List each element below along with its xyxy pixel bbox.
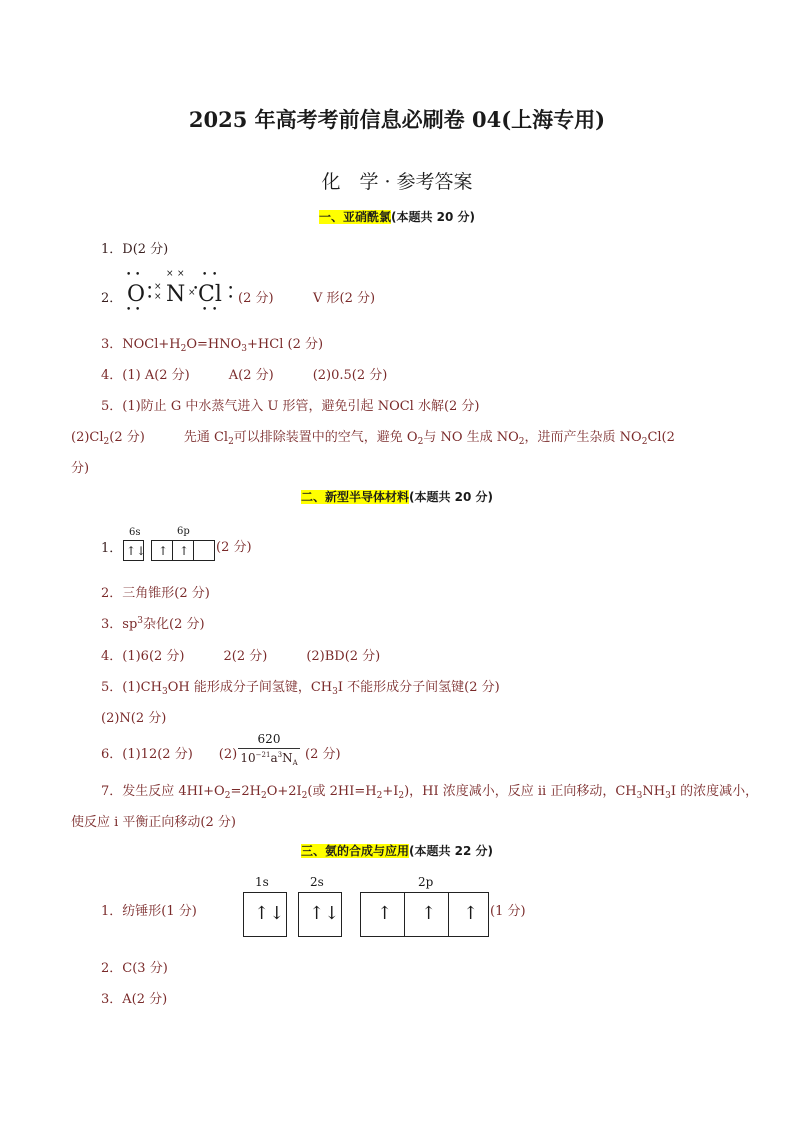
fraction-denominator [238, 751, 300, 767]
text-part: ，进而产生杂质 NO [524, 430, 642, 445]
lewis-dot: • [193, 284, 199, 294]
orbital-box-6p-2 [172, 540, 194, 561]
text-part: I 不能形成分子间氢键(2 分) [337, 680, 500, 695]
text-part: 3．NOCl+H [101, 337, 181, 352]
section-heading-points: (本题共 20 分) [390, 210, 476, 224]
s1-answer-5-part1: 5．(1)防止 G 中水蒸气进入 U 形管，避免引起 NOCl 水解(2 分) [101, 399, 480, 414]
orbital-label-2p: 2p [418, 875, 434, 889]
text-part: 杂化(2 分) [143, 617, 205, 632]
subscript: 3 [241, 344, 248, 354]
text-part: I 的浓度减小， [670, 784, 759, 799]
orbital-box-6p-3 [193, 540, 215, 561]
s2-answer-1-number: 1． [101, 541, 123, 556]
text-part: +I [382, 784, 399, 799]
s1-answer-3 [101, 333, 323, 354]
s2-answer-7-part2: 使反应 i 平衡正向移动(2 分) [71, 815, 236, 830]
section-heading-3 [0, 842, 794, 859]
orbital-label-1s: 1s [255, 875, 269, 889]
s2-answer-6-text: 6．(1)12(2 分) (2) [101, 747, 238, 762]
s1-answer-4: 4．(1) A(2 分) A(2 分) (2)0.5(2 分) [101, 368, 388, 383]
lewis-dot: • [202, 270, 208, 280]
superscript: 3 [277, 751, 283, 759]
s2-answer-5-part1 [101, 676, 500, 697]
lewis-structure-nocl [124, 269, 244, 318]
s1-answer-5-part2-cont: 分) [71, 461, 90, 476]
subscript: A [292, 759, 298, 767]
section-heading-points: (本题共 22 分) [408, 844, 494, 858]
s1-answer-2-number: 2． [101, 291, 123, 306]
electron-up-arrow: ↑ [377, 903, 393, 924]
lewis-atom-cl: Cl [198, 282, 222, 307]
superscript: 3 [137, 616, 143, 626]
section-heading-highlight: 二、新型半导体材料 [300, 490, 409, 504]
text-part: a [270, 751, 278, 765]
subscript: 3 [161, 687, 168, 697]
orbital-box-2p-1 [360, 892, 405, 937]
subscript: 2 [180, 344, 187, 354]
subscript: 2 [103, 437, 110, 447]
lewis-cross: × [154, 292, 162, 302]
text-part: (2)Cl [71, 430, 104, 445]
fraction-numerator: 620 [257, 732, 281, 746]
subscript: 2 [301, 791, 308, 801]
electron-pair-arrows: ↑↓ [309, 903, 340, 924]
s2-answer-3 [101, 613, 205, 632]
orbital-box-6p-1 [151, 540, 173, 561]
electron-up-arrow: ↑ [463, 903, 479, 924]
subscript: 2 [224, 791, 231, 801]
orbital-label-6p: 6p [177, 526, 190, 537]
text-part: 与 NO 生成 NO [423, 430, 519, 445]
lewis-dot: • [147, 293, 153, 303]
orbital-box-2p-3 [448, 892, 489, 937]
text-part: Cl(2 [647, 430, 675, 445]
orbital-box-1s [243, 892, 287, 937]
electron-up-arrow: ↑ [158, 544, 169, 558]
document-subtitle: 化 学 · 参考答案 [321, 171, 473, 193]
lewis-cross: × [166, 269, 174, 279]
s3-answer-1: 1．纺锤形(1 分) [101, 904, 197, 919]
lewis-dot: • [147, 284, 153, 294]
lewis-cross: × [154, 282, 162, 292]
text-part: O+2I [266, 784, 302, 799]
s2-answer-5-part2: (2)N(2 分) [101, 711, 167, 726]
text-part: 3．sp [101, 617, 138, 632]
lewis-cross: × [188, 288, 196, 298]
s3-answer-2: 2．C(3 分) [101, 961, 168, 976]
subscript: 2 [228, 437, 234, 447]
subscript: 3 [332, 687, 338, 697]
text-part: N [282, 751, 293, 765]
section-heading-points: (本题共 20 分) [408, 490, 494, 504]
fraction-bar [238, 748, 300, 749]
s2-answer-2: 2．三角锥形(2 分) [101, 586, 210, 601]
subscript: 2 [641, 437, 648, 447]
subscript: 2 [417, 437, 424, 447]
text-part: 10 [240, 751, 256, 765]
lewis-dot: • [228, 284, 234, 294]
lewis-dot: • [202, 305, 208, 315]
section-heading-1 [0, 208, 794, 225]
lewis-dot: • [135, 305, 141, 315]
text-part: O=HNO [186, 337, 242, 352]
subscript: 2 [376, 791, 383, 801]
subscript: 2 [518, 437, 525, 447]
section-heading-highlight: 三、氨的合成与应用 [300, 844, 409, 858]
section-heading-2 [0, 488, 794, 505]
lewis-dot: • [212, 270, 218, 280]
lewis-atom-n: N [166, 282, 186, 307]
s2-answer-1-score: (2 分) [216, 540, 252, 555]
lewis-dot: • [126, 270, 132, 280]
subscript: 2 [398, 791, 405, 801]
s1-answer-2-score: (2 分) [238, 291, 274, 306]
s2-answer-6-score: (2 分) [305, 747, 341, 762]
lewis-dot: • [126, 305, 132, 315]
text-part: 5．(1)CH [101, 680, 162, 695]
s2-answer-4: 4．(1)6(2 分) 2(2 分) (2)BD(2 分) [101, 649, 381, 664]
lewis-dot: • [135, 270, 141, 280]
orbital-label-6s: 6s [129, 527, 141, 538]
text-part: OH 能形成分子间氢键，CH [167, 680, 333, 695]
orbital-box-2p-2 [404, 892, 449, 937]
s1-answer-5-part2 [71, 426, 675, 447]
superscript: −21 [255, 751, 271, 759]
electron-pair-arrows: ↑↓ [254, 903, 285, 924]
s1-answer-1: 1．D(2 分) [101, 242, 169, 257]
lewis-cross: × [177, 269, 185, 279]
text-part: +HCl (2 分) [247, 337, 324, 352]
s3-answer-3: 3．A(2 分) [101, 992, 168, 1007]
s1-answer-2-shape: V 形(2 分) [313, 291, 376, 306]
lewis-dot: • [212, 305, 218, 315]
text-part: 7．发生反应 4HI+O [101, 784, 225, 799]
s2-answer-7-part1 [101, 780, 758, 801]
subscript: 3 [665, 791, 671, 801]
electron-up-arrow: ↑ [421, 903, 437, 924]
orbital-box-2s [298, 892, 342, 937]
text-part: (或 2HI=H [307, 784, 377, 799]
text-part: (2 分) 先通 Cl [109, 430, 229, 445]
document-title: 2025 年高考考前信息必刷卷 04(上海专用) [188, 107, 606, 132]
text-part: =2H [230, 784, 261, 799]
electron-up-arrow: ↑ [179, 544, 190, 558]
s3-answer-1-score: (1 分) [490, 904, 526, 919]
orbital-box-6s [123, 540, 147, 561]
subscript: 2 [260, 791, 267, 801]
subscript: 3 [636, 791, 643, 801]
lewis-dot: • [228, 293, 234, 303]
text-part: 可以排除装置中的空气，避免 O [233, 430, 418, 445]
lewis-atom-o: O [127, 282, 146, 307]
text-part: NH [642, 784, 666, 799]
section-heading-highlight: 一、亚硝酰氯 [318, 210, 391, 224]
orbital-label-2s: 2s [310, 875, 324, 889]
text-part: )，HI 浓度减小，反应 ii 正向移动，CH [404, 784, 637, 799]
electron-pair-arrows: ↑↓ [126, 544, 147, 558]
